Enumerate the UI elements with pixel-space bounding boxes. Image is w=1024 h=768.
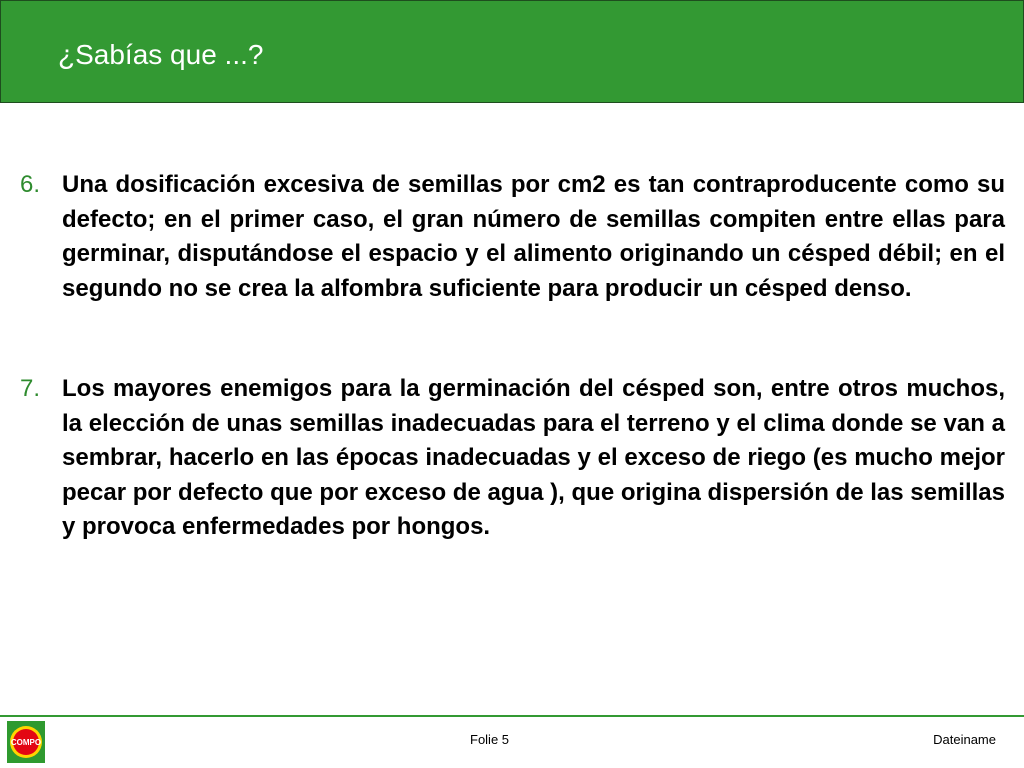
list-item-number: 6. [20, 171, 41, 198]
footer-divider [0, 715, 1024, 717]
compo-logo-icon [9, 725, 43, 759]
list-item [20, 168, 1005, 306]
folio-number: Folie 5 [470, 732, 510, 747]
list-item-number: 7. [20, 375, 41, 402]
list-item-text: Los mayores enemigos para la germinación del césped son, entre otros muchos, la elección de unas semillas inadecuadas para el terreno y el clima donde se van a sembrar, hacerlo en las épocas inadecuadas y el exceso de riego (es mucho mejor pecar por defecto que por exceso de agua ), que origina dispersión de las semillas y provoca enfermedades por hongos. [62, 375, 1005, 540]
list-item [20, 372, 1005, 545]
compo-logo [7, 721, 45, 763]
fact-list [20, 168, 1005, 611]
file-name: Dateiname [933, 732, 996, 747]
slide-title: ¿Sabías que ...? [58, 39, 264, 70]
logo-text: COMPO [10, 738, 42, 747]
header-bar [0, 0, 1024, 103]
list-item-text: Una dosificación excesiva de semillas por cm2 es tan contraproducente como su defecto; en el primer caso, el gran número de semillas compiten entre ellas para germinar, disputándose el espacio y el alimento originando un césped débil; en el segundo no se crea la alfombra suficiente para producir un césped denso. [62, 171, 1005, 302]
